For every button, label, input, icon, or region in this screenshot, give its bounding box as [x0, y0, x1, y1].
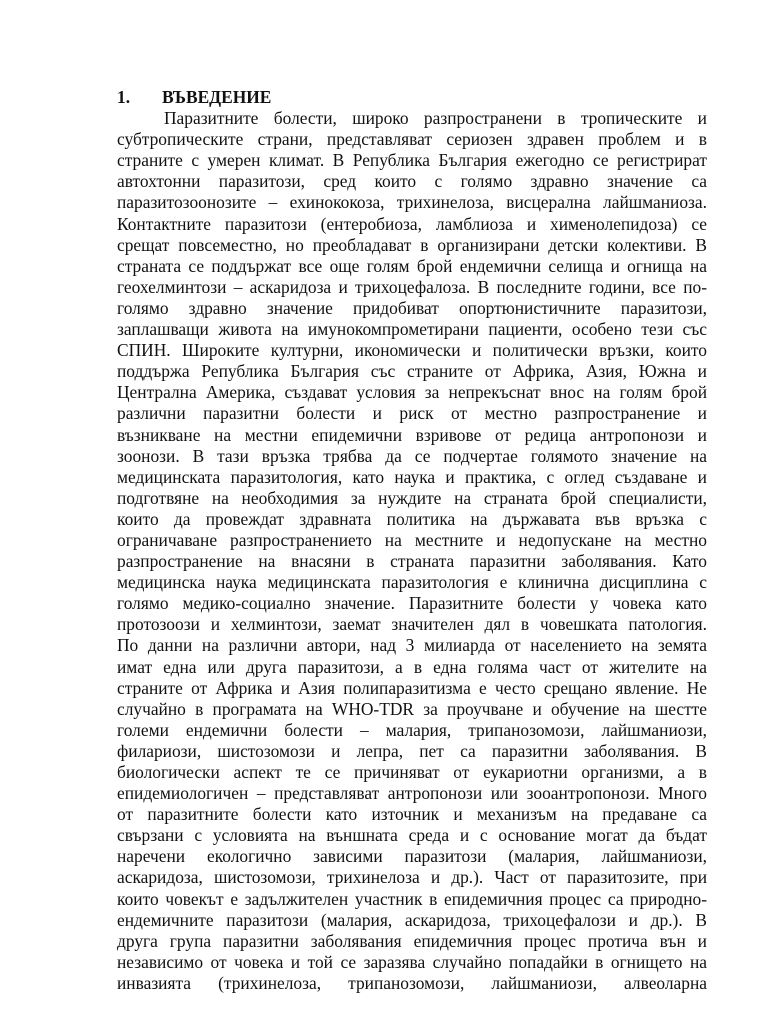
- text-line: СПИН. Широките културни, икономически и политически връзки, които: [117, 340, 707, 361]
- text-line: филариози, шистозомози и лепра, пет са паразитни заболявания. В: [117, 740, 707, 761]
- section-title: ВЪВЕДЕНИЕ: [162, 87, 272, 107]
- text-line: страните от Африка и Азия полипаразитизма е често срещано явление. Не: [117, 677, 707, 698]
- text-line: които човекът е задължителен участник в епидемичния процес са природно-: [117, 888, 707, 909]
- text-line: свързани с условията на външната среда и с основание могат да бъдат: [117, 825, 707, 846]
- text-line: аскаридоза, шистозомози, трихинелоза и др.). Част от паразитозите, при: [117, 867, 707, 888]
- text-line: автохтонни паразитози, сред които с голямо здравно значение са: [117, 171, 707, 192]
- text-line: голямо здравно значение придобиват опортюнистичните паразитози,: [117, 297, 707, 318]
- text-line: срещат повсеместно, но преобладават в организирани детски колективи. В: [117, 234, 707, 255]
- text-line: геохелминтози – аскаридоза и трихоцефалоза. В последните години, все по-: [117, 276, 707, 297]
- text-line: паразитозоонозите – ехинококоза, трихинелоза, висцерална лайшманиоза.: [117, 192, 707, 213]
- text-line: Паразитните болести, широко разпространени в тропическите и: [164, 108, 707, 129]
- text-line: субтропическите страни, представляват сериозен здравен проблем и в: [117, 129, 707, 150]
- text-line: разпространение на внасяни в страната паразитни заболявания. Като: [117, 551, 707, 572]
- text-line: Централна Америка, създават условия за непрекъснат внос на голям брой: [117, 382, 707, 403]
- text-line: поддържа Република България със страните от Африка, Азия, Южна и: [117, 361, 707, 382]
- text-line: независимо от човека и той се заразява случайно попадайки в огнището на: [117, 951, 707, 972]
- text-line: подготвяне на необходимия за нуждите на страната брой специалисти,: [117, 487, 707, 508]
- text-line: друга група паразитни заболявания епидемичния процес протича вън и: [117, 930, 707, 951]
- text-line: от паразитните болести като източник и механизъм на предаване са: [117, 804, 707, 825]
- text-line: възникване на местни епидемични взривове от редица антропонози и: [117, 424, 707, 445]
- text-line: голямо медико-социално значение. Паразитните болести у човека като: [117, 593, 707, 614]
- text-line: наречени екологично зависими паразитози (малария, лайшманиози,: [117, 846, 707, 867]
- text-line: които да провеждат здравната политика на държавата във връзка с: [117, 508, 707, 529]
- text-line: случайно в програмата на WHO-TDR за проучване и обучение на шестте: [117, 698, 707, 719]
- text-line: епидемиологичен – представляват антропонози или зооантропонози. Много: [117, 783, 707, 804]
- text-line: протозоози и хелминтози, заемат значителен дял в човешката патология.: [117, 614, 707, 635]
- text-line: медицинската паразитология, като наука и практика, с оглед създаване и: [117, 466, 707, 487]
- text-line: Контактните паразитози (ентеробиоза, ламблиоза и хименолепидоза) се: [117, 213, 707, 234]
- text-line: страната се поддържат все още голям брой ендемични селища и огнища на: [117, 255, 707, 276]
- text-line: биологически аспект те се причиняват от еукариотни организми, а в: [117, 762, 707, 782]
- text-line: имат една или друга паразитози, а в една голяма част от жителите на: [117, 656, 707, 677]
- text-line: инвазията (трихинелоза, трипанозомози, лайшманиози, алвеоларна: [117, 972, 707, 993]
- document-body: [117, 87, 707, 994]
- text-line: медицинска наука медицинската паразитология е клинична дисциплина с: [117, 572, 707, 593]
- text-line: заплашващи живота на имунокомпрометирани пациенти, особено тези със: [117, 319, 707, 340]
- text-line: различни паразитни болести и риск от местно разпространение и: [117, 403, 707, 424]
- text-line: страните с умерен климат. В Република България ежегодно се регистрират: [117, 150, 707, 171]
- text-line: зоонози. В тази връзка трябва да се подчертае голямото значение на: [117, 445, 707, 466]
- section-number: 1.: [117, 87, 131, 107]
- text-line: големи ендемични болести – малария, трипанозомози, лайшманиози,: [117, 719, 707, 740]
- text-line: ендемичните паразитози (малария, аскаридоза, трихоцефалози и др.). В: [117, 909, 707, 930]
- body-paragraph: [117, 108, 707, 994]
- text-line: По данни на различни автори, над 3 милиарда от населението на земята: [117, 635, 707, 656]
- section-heading: [117, 87, 707, 108]
- text-line: ограничаване разпространението на местните и недопускане на местно: [117, 529, 707, 550]
